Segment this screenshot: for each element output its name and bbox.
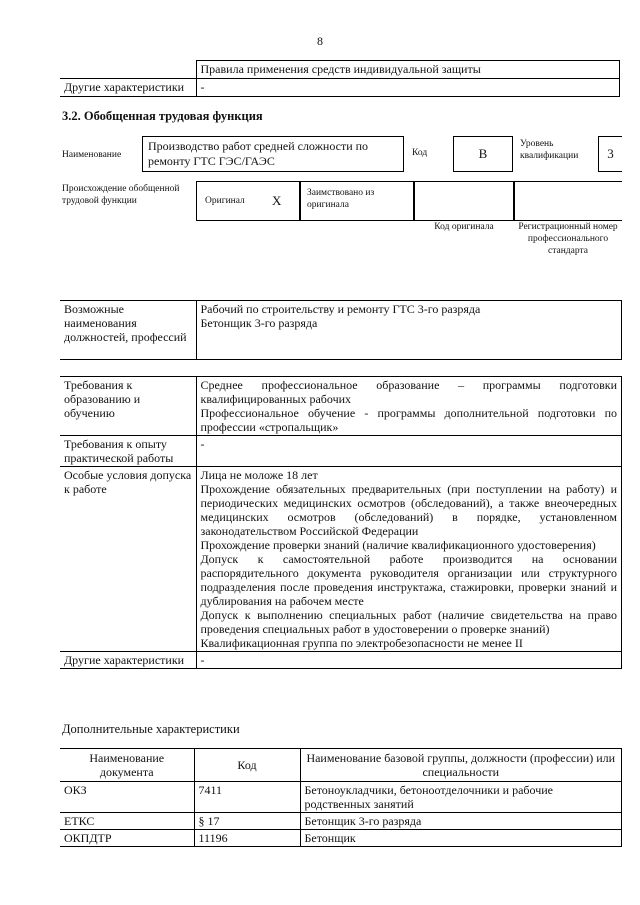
position-item: Бетонщик 3-го разряда — [200, 316, 318, 330]
original-mark: X — [272, 193, 282, 208]
experience-label: Требования к опыту практической работы — [60, 436, 196, 467]
special-item: Прохождение обязательных предварительных (при поступлении на работу) и периодических медицинских осмотров (обследований), а также внеочередных медицинских осмотров (обследований) в порядке, установленном законодательством Российской Федерации — [200, 482, 617, 538]
special-item: Допуск к самостоятельной работе производится на основании распорядительного документа руководителя организации или структурного подразделения после проведения инструктажа, стажировки, проверки знаний и дублирования на рабочем месте — [200, 552, 617, 608]
additional-table — [60, 748, 622, 847]
header-code: Код — [194, 749, 300, 782]
table-row — [60, 79, 620, 97]
positions-label: Возможные наименования должностей, профессий — [60, 301, 196, 360]
special-values — [196, 467, 622, 652]
special-item: Квалификационная группа по электробезопасности не менее II — [200, 636, 523, 650]
top-row2-value: - — [196, 79, 620, 97]
borrowed-label: Заимствовано из оригинала — [300, 181, 414, 221]
section-title: 3.2. Обобщенная трудовая функция — [62, 109, 263, 123]
row-name: Бетоноукладчики, бетоноотделочники и рабочие родственных занятий — [300, 782, 622, 813]
table-row — [60, 813, 622, 830]
positions-table — [60, 300, 622, 360]
education-label: Требования к образованию и обучению — [60, 377, 196, 436]
table-row — [60, 467, 622, 652]
code-caption: Код оригинала — [434, 222, 494, 232]
origin-label: Происхождение обобщенной трудовой функции — [62, 184, 180, 206]
row-code: 11196 — [194, 830, 300, 847]
origin-original-box — [196, 181, 300, 221]
table-row — [60, 652, 622, 669]
table-row — [60, 436, 622, 467]
level-label: Уровень квалификации — [520, 139, 579, 161]
other-label: Другие характеристики — [60, 652, 196, 669]
page-number: 8 — [317, 34, 323, 48]
education-values — [196, 377, 622, 436]
special-item: Лица не моложе 18 лет — [200, 468, 318, 482]
header-document: Наименование документа — [60, 749, 194, 782]
table-row — [60, 301, 622, 360]
education-item: Среднее профессиональное образование – программы подготовки квалифицированных рабочих — [200, 378, 617, 406]
row-document: ЕТКС — [60, 813, 194, 830]
top-continuation-table — [60, 60, 620, 97]
code-value: B — [453, 136, 513, 172]
level-value: 3 — [598, 136, 622, 172]
special-label: Особые условия допуска к работе — [60, 467, 196, 652]
table-row — [60, 782, 622, 813]
table-header-row — [60, 749, 622, 782]
education-item: Профессиональное обучение - программы дополнительной подготовки по профессии «стропальщик» — [200, 406, 617, 434]
row-name: Бетонщик 3-го разряда — [300, 813, 622, 830]
reg-caption: Регистрационный номер профессионального стандарта — [518, 222, 618, 256]
table-row — [60, 830, 622, 847]
top-row1-value: Правила применения средств индивидуальной защиты — [196, 61, 620, 79]
other-value: - — [196, 652, 622, 669]
table-row — [60, 377, 622, 436]
row-code: 7411 — [194, 782, 300, 813]
requirements-table — [60, 376, 622, 669]
row-document: ОКПДТР — [60, 830, 194, 847]
top-row2-label: Другие характеристики — [60, 79, 196, 97]
code-label: Код — [412, 148, 428, 158]
row-name: Бетонщик — [300, 830, 622, 847]
origin-reg-box — [514, 181, 622, 221]
row-document: ОКЗ — [60, 782, 194, 813]
origin-code-box — [414, 181, 514, 221]
special-item: Прохождение проверки знаний (наличие квалификационного удостоверения) — [200, 538, 596, 552]
experience-value: - — [196, 436, 622, 467]
table-row — [60, 61, 620, 79]
original-label: Оригинал — [205, 196, 245, 206]
positions-values — [196, 301, 622, 360]
header-name: Наименование базовой группы, должности (профессии) или специальности — [300, 749, 622, 782]
position-item: Рабочий по строительству и ремонту ГТС 3-го разряда — [200, 302, 481, 316]
additional-title: Дополнительные характеристики — [62, 722, 240, 736]
name-label: Наименование — [62, 150, 122, 160]
empty-cell — [60, 61, 196, 79]
name-value: Производство работ средней сложности по ремонту ГТС ГЭС/ГАЭС — [142, 136, 404, 172]
special-item: Допуск к выполнению специальных работ (наличие свидетельства на право проведения специальных работ в удостоверении о проверке знаний) — [200, 608, 617, 636]
row-code: § 17 — [194, 813, 300, 830]
